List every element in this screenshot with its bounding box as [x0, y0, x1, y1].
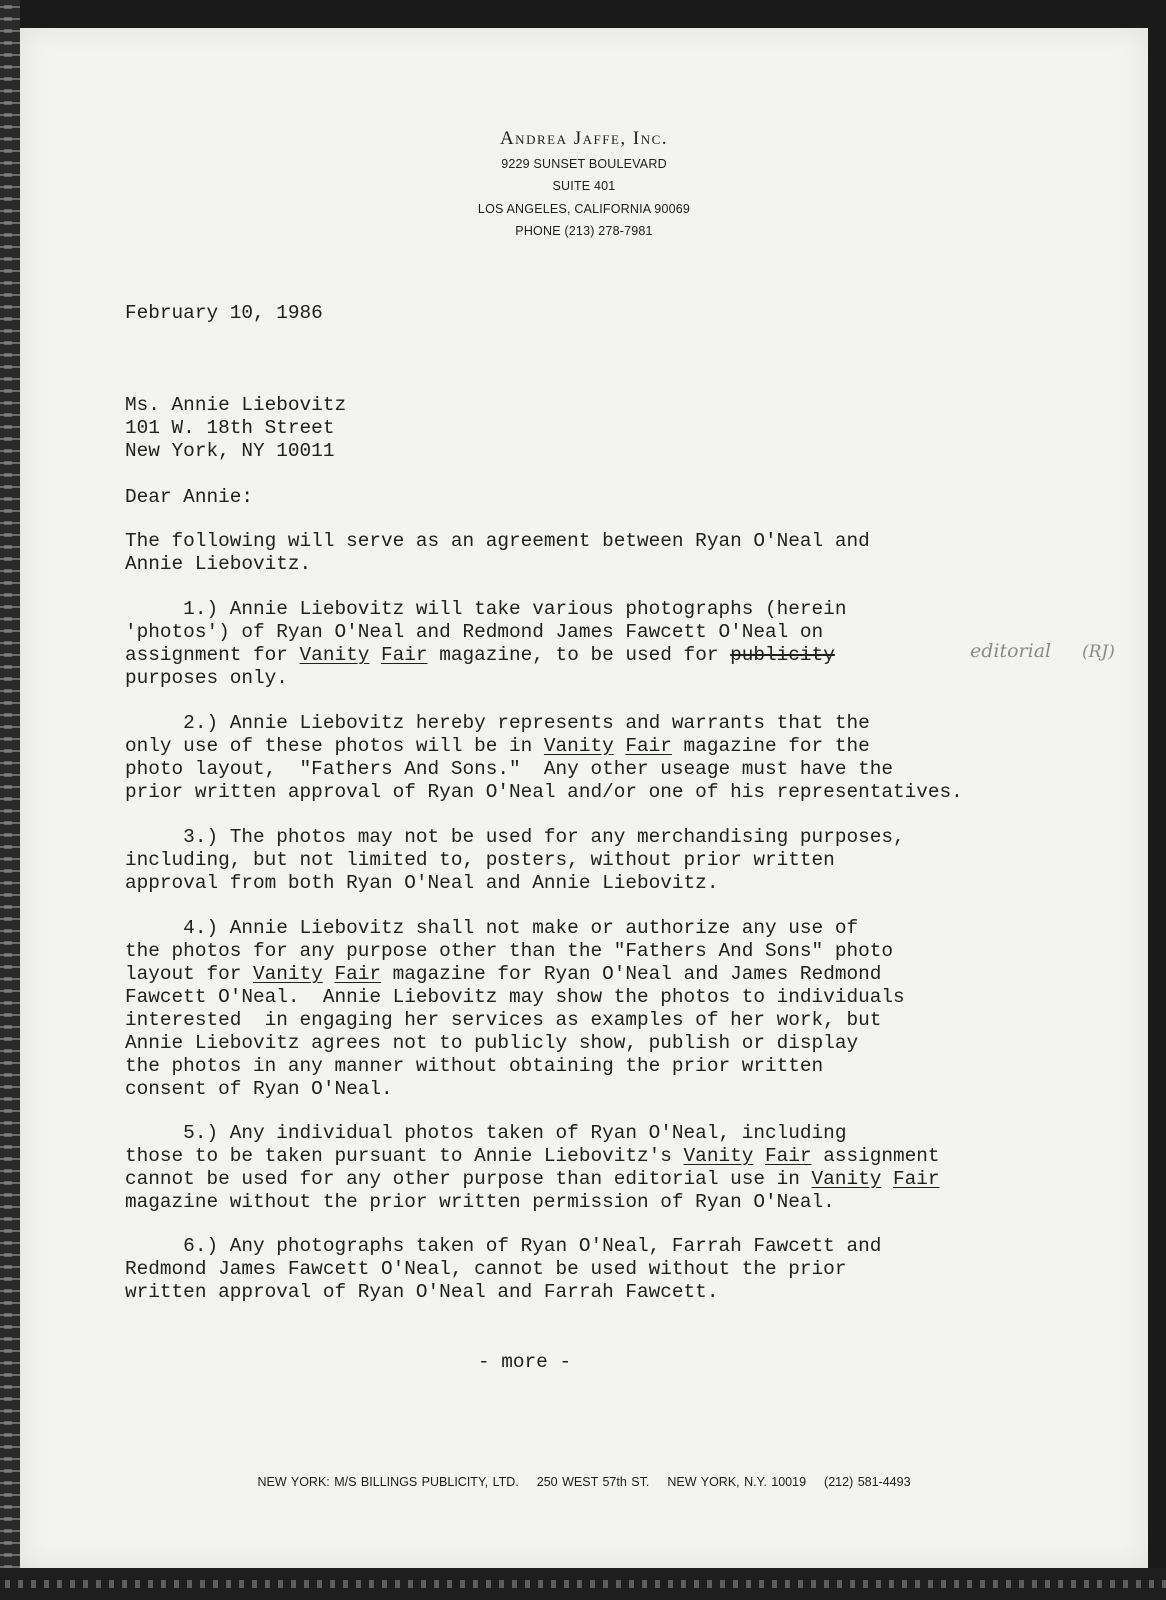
p5-line-3-text-a: cannot be used for any other purpose than editorial use in: [125, 1168, 812, 1190]
letterhead-street: 9229 SUNSET BOULEVARD: [501, 157, 667, 171]
p6-line-3: written approval of Ryan O'Neal and Farrah Fawcett.: [125, 1281, 719, 1303]
p1-line-2: 'photos') of Ryan O'Neal and Redmond James Fawcett O'Neal on: [125, 621, 824, 643]
letterhead-city: LOS ANGELES, CALIFORNIA 90069: [477, 202, 691, 216]
fair-underlined: Fair: [893, 1168, 940, 1190]
footer-office: NEW YORK: M/S BILLINGS PUBLICITY, LTD.: [257, 1475, 519, 1489]
vanity-underlined: Vanity: [683, 1145, 754, 1167]
sleeve-left-edge: [0, 0, 20, 1600]
footer-city: NEW YORK, N.Y. 10019: [667, 1475, 807, 1489]
letter-date: February 10, 1986: [125, 302, 323, 324]
p1-line-3-text-a: assignment for: [125, 644, 300, 666]
p4-line-3-text-b: magazine for Ryan O'Neal and James Redmond: [381, 963, 882, 985]
handwritten-correction: editorial: [970, 640, 1052, 662]
p6-line-2: Redmond James Fawcett O'Neal, cannot be used without the prior: [125, 1258, 847, 1280]
letter-page: [20, 28, 1148, 1568]
fair-underlined: Fair: [625, 735, 672, 757]
p5-line-2-text-a: those to be taken pursuant to Annie Liebovitz's: [125, 1145, 684, 1167]
footer-street: 250 WEST 57th ST.: [536, 1475, 650, 1489]
p1-line-4: purposes only.: [125, 667, 288, 689]
vanity-underlined: Vanity: [543, 735, 614, 757]
p2-line-1: 2.) Annie Liebovitz hereby represents and warrants that the: [125, 712, 870, 734]
p2-line-4: prior written approval of Ryan O'Neal and/or one of his representatives.: [125, 781, 963, 803]
p4-line-7: the photos in any manner without obtaining the prior written: [125, 1055, 824, 1077]
p4-line-5: interested in engaging her services as examples of her work, but: [125, 1009, 882, 1031]
p2-line-2: [125, 735, 870, 758]
p2-line-3: photo layout, "Fathers And Sons." Any other useage must have the: [125, 758, 893, 780]
vanity-underlined: Vanity: [811, 1168, 882, 1190]
letterhead-phone: PHONE (213) 278-7981: [515, 224, 653, 238]
p3-line-3: approval from both Ryan O'Neal and Annie Liebovitz.: [125, 872, 719, 894]
p4-line-1: 4.) Annie Liebovitz shall not make or authorize any use of: [125, 917, 859, 939]
struck-word: publicity: [730, 644, 835, 666]
salutation: Dear Annie:: [125, 486, 253, 508]
p3-line-2: including, but not limited to, posters, without prior written: [125, 849, 835, 871]
letter-footer: [20, 1475, 1148, 1489]
p2-line-2-text-a: only use of these photos will be in: [125, 735, 544, 757]
letterhead-company-name: Andrea Jaffe, Inc.: [499, 128, 669, 149]
p6-line-1: 6.) Any photographs taken of Ryan O'Neal, Farrah Fawcett and: [125, 1235, 882, 1257]
footer-phone: (212) 581-4493: [824, 1475, 911, 1489]
recipient-city: New York, NY 10011: [125, 440, 335, 462]
p4-line-2: the photos for any purpose other than the "Fathers And Sons" photo: [125, 940, 893, 962]
sleeve-bottom-edge: [0, 1568, 1166, 1600]
intro-line-2: Annie Liebovitz.: [125, 553, 312, 575]
more-marker: - more -: [478, 1351, 572, 1373]
p5-line-2: [125, 1145, 940, 1168]
p3-line-1: 3.) The photos may not be used for any merchandising purposes,: [125, 826, 905, 848]
handwritten-initials: (RJ): [1082, 642, 1115, 662]
vanity-underlined: Vanity: [299, 644, 370, 666]
p1-line-1: 1.) Annie Liebovitz will take various photographs (herein: [125, 598, 847, 620]
p5-line-1: 5.) Any individual photos taken of Ryan O'Neal, including: [125, 1122, 847, 1144]
vanity-underlined: Vanity: [253, 963, 323, 985]
fair-underlined: Fair: [381, 644, 428, 666]
intro-line-1: The following will serve as an agreement between Ryan O'Neal and: [125, 530, 870, 552]
p4-line-4: Fawcett O'Neal. Annie Liebovitz may show the photos to individuals: [125, 986, 905, 1008]
p5-line-3: [125, 1168, 940, 1191]
p1-line-3: [125, 644, 835, 667]
fair-underlined: Fair: [765, 1145, 812, 1167]
p4-line-8: consent of Ryan O'Neal.: [125, 1078, 393, 1100]
p5-line-4: magazine without the prior written permission of Ryan O'Neal.: [125, 1191, 835, 1213]
recipient-street: 101 W. 18th Street: [125, 417, 335, 439]
p2-line-2-text-b: magazine for the: [671, 735, 870, 757]
p5-line-2-text-b: assignment: [811, 1145, 940, 1167]
p4-line-6: Annie Liebovitz agrees not to publicly show, publish or display: [125, 1032, 859, 1054]
fair-underlined: Fair: [334, 963, 382, 985]
p4-line-3: [125, 963, 881, 986]
p1-line-3-text-b: magazine, to be used for: [427, 644, 731, 666]
letterhead-suite: SUITE 401: [552, 179, 616, 193]
recipient-name: Ms. Annie Liebovitz: [125, 394, 347, 416]
p4-line-3-text-a: layout for: [125, 963, 253, 985]
